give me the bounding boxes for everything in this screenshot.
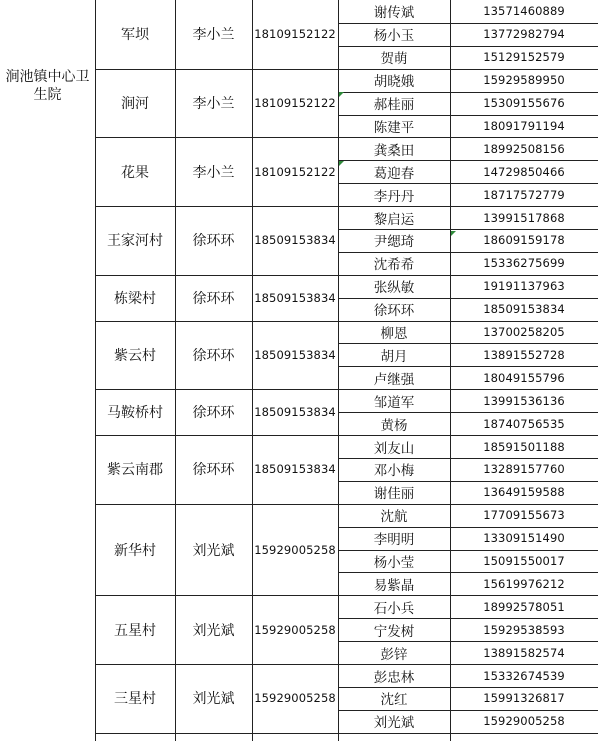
member-name-cell: 沈希希	[373, 257, 415, 274]
member-phone-cell: 13700258205	[483, 325, 565, 340]
member-name-cell: 龚桑田	[373, 142, 415, 159]
head-name-cell: 李小兰	[192, 96, 235, 113]
org-label: 涧池镇中心卫生院	[5, 69, 90, 103]
head-name-cell: 刘光斌	[192, 691, 235, 708]
member-name-cell: 彭忠林	[373, 669, 415, 686]
head-phone-cell: 18509153834	[254, 290, 336, 305]
member-phone-cell: 13289157760	[483, 462, 565, 477]
head-phone-cell: 15929005258	[254, 622, 336, 637]
village-cell: 三星村	[114, 691, 156, 708]
head-name-cell: 李小兰	[192, 27, 235, 44]
member-phone-cell: 15332674539	[483, 668, 565, 683]
member-name-cell: 徐环环	[373, 303, 415, 320]
member-name-cell: 易紫晶	[373, 577, 415, 594]
head-name-cell: 徐环环	[192, 462, 235, 479]
head-name-cell: 李小兰	[192, 164, 235, 181]
member-name-cell: 李丹丹	[373, 188, 415, 205]
member-phone-cell: 15129152579	[483, 50, 565, 65]
village-cell: 栋梁村	[114, 290, 156, 307]
member-name-cell: 葛迎春	[373, 165, 415, 182]
member-phone-cell: 15929005258	[483, 714, 565, 729]
member-phone-cell: 13991536136	[483, 393, 565, 408]
village-cell: 马鞍桥村	[107, 405, 163, 422]
village-cell: 军坝	[121, 27, 149, 44]
member-name-cell: 黎启运	[373, 211, 415, 228]
member-name-cell: 石小兵	[373, 600, 415, 617]
village-cell: 紫云南郡	[107, 462, 163, 479]
member-name-cell: 沈航	[380, 509, 408, 526]
member-name-cell: 卢继强	[373, 371, 415, 388]
member-phone-cell: 15619976212	[483, 576, 565, 591]
head-phone-cell: 18509153834	[254, 462, 336, 477]
member-name-cell: 胡晓娥	[373, 74, 415, 91]
head-name-cell: 徐环环	[192, 347, 235, 364]
head-name-cell: 徐环环	[192, 405, 235, 422]
member-name-cell: 陈建平	[373, 119, 415, 136]
member-name-cell: 郝桂丽	[373, 97, 415, 114]
member-name-cell: 宁发树	[373, 623, 415, 640]
member-phone-cell: 13649159588	[483, 485, 565, 500]
member-phone-cell: 15309155676	[483, 96, 565, 111]
member-phone-cell: 13309151490	[483, 531, 565, 546]
member-phone-cell: 19191137963	[483, 279, 565, 294]
member-phone-cell: 13891582574	[483, 645, 565, 660]
head-phone-cell: 18509153834	[254, 233, 336, 248]
member-phone-cell: 13571460889	[483, 4, 565, 19]
member-name-cell: 谢传斌	[373, 5, 415, 22]
member-name-cell: 谢佳丽	[373, 486, 415, 503]
head-name-cell: 徐环环	[192, 233, 235, 250]
head-phone-cell: 18109152122	[254, 164, 336, 179]
member-phone-cell: 13991517868	[483, 210, 565, 225]
village-cell: 五星村	[114, 622, 156, 639]
member-name-cell: 贺萌	[380, 51, 408, 68]
member-name-cell: 邓小梅	[373, 463, 415, 480]
member-name-cell: 尹缌琦	[373, 234, 415, 251]
member-phone-cell: 13772982794	[483, 27, 565, 42]
member-phone-cell: 13891552728	[483, 347, 565, 362]
village-cell: 涧河	[121, 96, 149, 113]
member-phone-cell: 18992508156	[483, 141, 565, 156]
member-phone-cell: 18591501188	[483, 439, 565, 454]
head-name-cell: 刘光斌	[192, 542, 235, 559]
head-phone-cell: 15929005258	[254, 691, 336, 706]
member-name-cell: 沈红	[380, 692, 408, 709]
member-name-cell: 胡月	[380, 348, 408, 365]
member-name-cell: 彭锌	[380, 646, 408, 663]
head-phone-cell: 15929005258	[254, 542, 336, 557]
member-phone-cell: 18717572779	[483, 187, 565, 202]
village-cell: 新华村	[114, 542, 156, 559]
cell-marker-icon	[339, 161, 344, 166]
member-phone-cell: 18740756535	[483, 416, 565, 431]
member-phone-cell: 18091791194	[483, 118, 565, 133]
member-phone-cell: 17709155673	[483, 508, 565, 523]
member-phone-cell: 15929589950	[483, 73, 565, 88]
member-name-cell: 杨小莹	[373, 555, 415, 572]
cell-marker-icon	[451, 231, 456, 236]
member-phone-cell: 14729850466	[483, 164, 565, 179]
member-name-cell: 刘友山	[373, 440, 415, 457]
member-name-cell: 刘光斌	[373, 715, 415, 732]
head-phone-cell: 18109152122	[254, 27, 336, 42]
member-name-cell: 杨小玉	[373, 28, 415, 45]
village-cell: 紫云村	[114, 347, 156, 364]
member-name-cell: 李明明	[373, 532, 415, 549]
member-name-cell: 黄杨	[380, 417, 408, 434]
member-phone-cell: 18049155796	[483, 370, 565, 385]
member-phone-cell: 15991326817	[483, 691, 565, 706]
head-phone-cell: 18509153834	[254, 405, 336, 420]
village-cell: 花果	[121, 164, 149, 181]
member-phone-cell: 15929538593	[483, 622, 565, 637]
member-name-cell: 邹道军	[373, 394, 415, 411]
member-phone-cell: 18609159178	[483, 233, 565, 248]
village-cell: 王家河村	[107, 233, 163, 250]
member-phone-cell: 18992578051	[483, 599, 565, 614]
head-phone-cell: 18109152122	[254, 96, 336, 111]
head-name-cell: 刘光斌	[192, 622, 235, 639]
member-phone-cell: 15336275699	[483, 256, 565, 271]
member-phone-cell: 15091550017	[483, 554, 565, 569]
member-name-cell: 张纵敏	[373, 280, 415, 297]
head-phone-cell: 18509153834	[254, 347, 336, 362]
group-divider	[95, 733, 598, 734]
member-phone-cell: 18509153834	[483, 302, 565, 317]
head-name-cell: 徐环环	[192, 290, 235, 307]
cell-marker-icon	[339, 92, 344, 97]
member-name-cell: 柳恩	[380, 326, 408, 343]
